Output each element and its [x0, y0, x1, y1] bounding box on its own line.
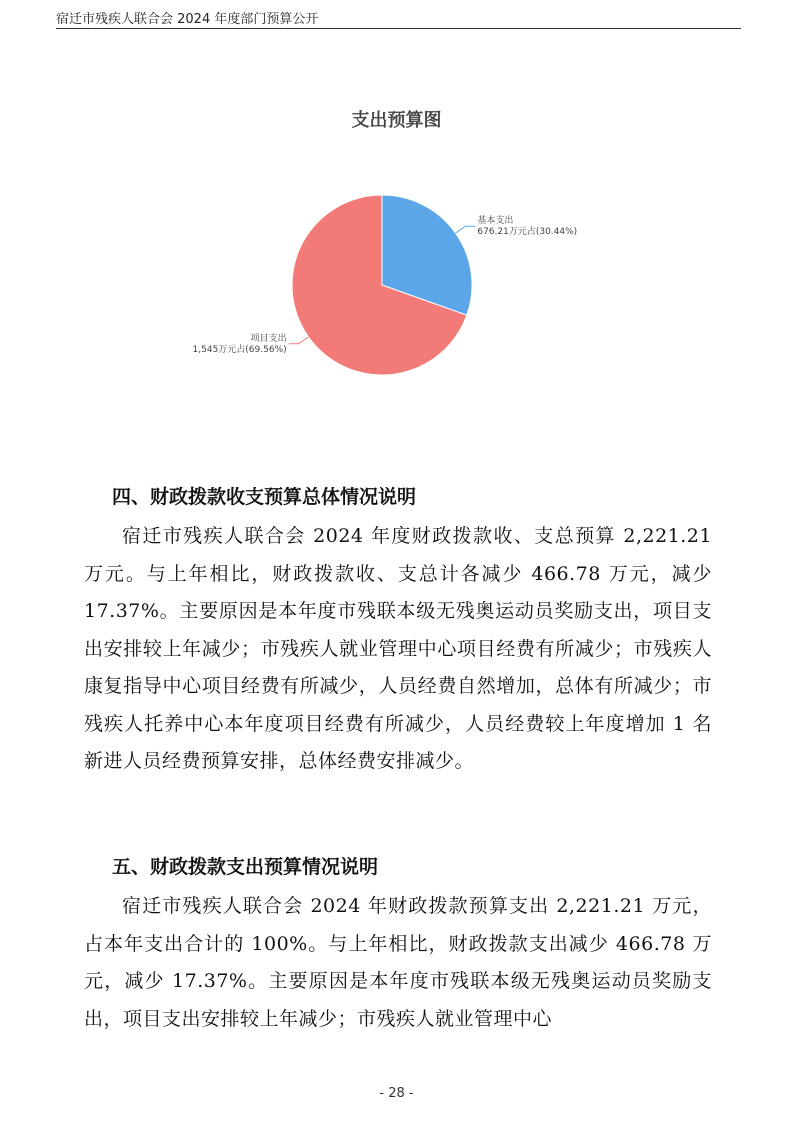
page-number: - 28 -	[379, 1086, 414, 1101]
pie-value-label-1: 1,545万元占(69.56%)	[192, 344, 287, 355]
header-divider	[56, 28, 741, 29]
section-heading-4: 四、财政拨款收支预算总体情况说明	[112, 486, 417, 508]
pie-value-label-0: 676.21万元占(30.44%)	[477, 227, 578, 238]
pie-label-0: 基本支出	[477, 216, 514, 227]
pie-label-1: 项目支出	[250, 333, 287, 344]
section-heading-5: 五、财政拨款支出预算情况说明	[112, 856, 379, 878]
section-paragraph-5: 宿迁市残疾人联合会 2024 年财政拨款预算支出 2,221.21 万元，占本年支出合计的 100%。与上年相比，财政拨款支出减少 466.78 万元，减少 17.37%。主要原因是本年度市残联本级无残奥运动员奖励支出，项目支出安排较上年减少；市残疾人就业管理中心	[84, 895, 712, 1030]
chart-title: 支出预算图	[351, 110, 442, 131]
section-paragraph-4: 宿迁市残疾人联合会 2024 年度财政拨款收、支总预算 2,221.21 万元。与上年相比，财政拨款收、支总计各减少 466.78 万元，减少 17.37%。主要原因是本年度市残联本级无残奥运动员奖励支出，项目支出安排较上年减少；市残疾人就业管理中心项目经费有所减少；市残疾人康复指导中心项目经费有所减少，人员经费自然增加，总体有所减少；市残疾人托养中心本年度项目经费有所减少，人员经费较上年度增加 1 名新进人员经费预算安排，总体经费安排减少。	[84, 525, 712, 772]
pie-chart	[150, 170, 630, 390]
pie-leader-line-0	[456, 226, 476, 233]
pie-leader-line-1	[289, 337, 309, 344]
document-header: 宿迁市残疾人联合会 2024 年度部门预算公开	[56, 12, 319, 27]
